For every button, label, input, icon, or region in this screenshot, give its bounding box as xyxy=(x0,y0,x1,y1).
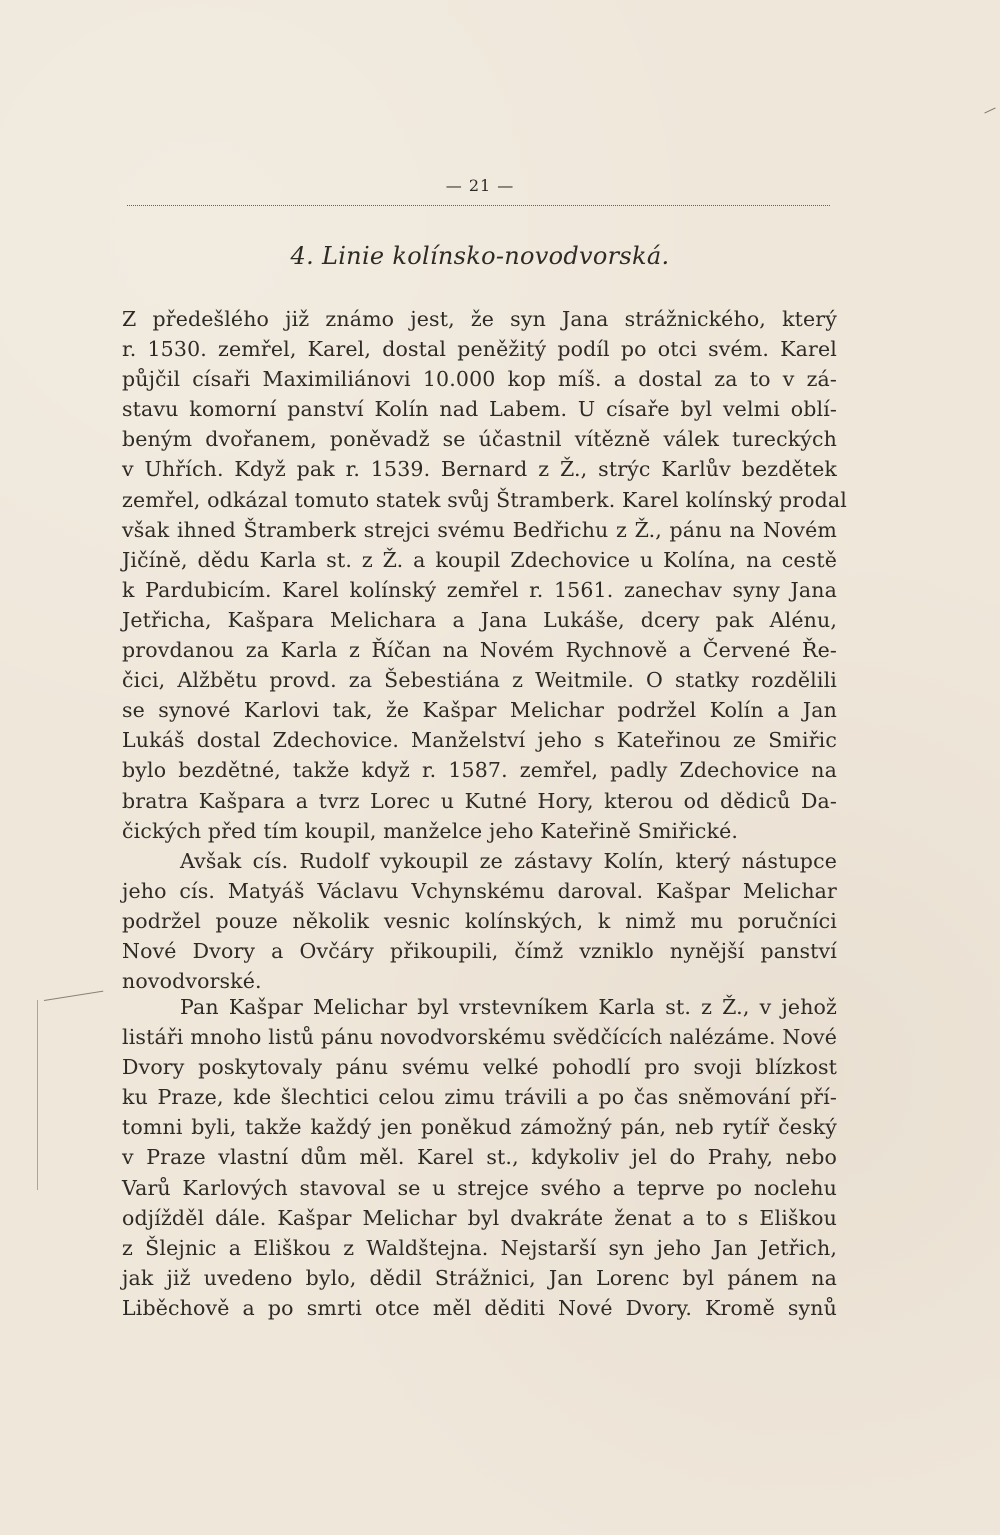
paragraph-line: tomni byli, takže každý jen poněkud zámožný pán, neb rytíř český xyxy=(122,1115,837,1140)
paragraph-line: podržel pouze několik vesnic kolínských, k nimž mu poručníci xyxy=(122,909,837,934)
paragraph-line: čických před tím koupil, manželce jeho Kateřině Smiřické. xyxy=(122,818,739,843)
paragraph-line: Dvory poskytovaly pánu svému velké pohodlí pro svoji blízkost xyxy=(122,1055,837,1080)
page-number: — 21 — xyxy=(445,176,515,195)
paragraph-line: zemřel, odkázal tomuto statek svůj Štramberk. Karel kolínský prodal xyxy=(122,487,848,512)
paragraph-line: provdanou za Karla z Říčan na Novém Rychnově a Červené Ře- xyxy=(122,638,837,663)
paragraph-1 xyxy=(122,304,848,846)
paragraph-line: listáři mnoho listů pánu novodvorskému svědčících nalézáme. Nové xyxy=(122,1025,837,1050)
header-dotted-rule xyxy=(127,205,830,206)
paragraph-line: r. 1530. zemřel, Karel, dostal peněžitý podíl po otci svém. Karel xyxy=(122,337,837,362)
paragraph-line: se synové Karlovi tak, že Kašpar Melichar podržel Kolín a Jan xyxy=(122,698,837,723)
paragraph-line: Jetřicha, Kašpara Melichara a Jana Lukáše, dcery pak Alénu, xyxy=(122,607,837,632)
paragraph-line: v Praze vlastní dům měl. Karel st., kdykoliv jel do Prahy, nebo xyxy=(122,1145,837,1170)
paragraph-line: Lukáš dostal Zdechovice. Manželství jeho s Kateřinou ze Smiřic xyxy=(122,728,837,753)
paragraph-line: Liběchově a po smrti otce měl děditi Nové Dvory. Kromě synů xyxy=(122,1295,837,1320)
paragraph-2 xyxy=(122,846,837,996)
paragraph-line: Varů Karlových stavoval se u strejce svého a teprve po noclehu xyxy=(122,1175,837,1200)
margin-pencil-line xyxy=(44,991,103,1001)
paragraph-line: novodvorské. xyxy=(122,969,262,994)
paragraph-line: Z předešlého již známo jest, že syn Jana strážnického, který xyxy=(122,307,837,331)
paragraph-line: v Uhřích. Když pak r. 1539. Bernard z Ž., strýc Karlův bezdětek xyxy=(122,457,837,482)
paragraph-line: čici, Alžbětu provd. za Šebestiána z Weitmile. O statky rozdělili xyxy=(122,668,837,693)
chapter-heading: 4. Linie kolínsko-novodvorská. xyxy=(290,242,670,270)
paragraph-line: Pan Kašpar Melichar byl vrstevníkem Karla st. z Ž., v jehož xyxy=(180,995,837,1019)
margin-vertical-line xyxy=(37,1000,38,1190)
paragraph-3 xyxy=(122,992,837,1323)
paragraph-line: půjčil císaři Maximiliánovi 10.000 kop míš. a dostal za to v zá- xyxy=(122,367,837,392)
edge-mark xyxy=(984,108,995,114)
paragraph-line: Jičíně, dědu Karla st. z Ž. a koupil Zdechovice u Kolína, na cestě xyxy=(122,547,837,572)
paragraph-line: bylo bezdětné, takže když r. 1587. zemřel, padly Zdechovice na xyxy=(122,758,837,783)
paragraph-line: Avšak cís. Rudolf vykoupil ze zástavy Kolín, který nástupce xyxy=(180,849,837,873)
paragraph-line: stavu komorní panství Kolín nad Labem. U císaře byl velmi oblí- xyxy=(122,397,837,422)
paragraph-line: ku Praze, kde šlechtici celou zimu trávili a po čas sněmování pří- xyxy=(122,1085,837,1110)
paragraph-line: k Pardubicím. Karel kolínský zemřel r. 1561. zanechav syny Jana xyxy=(122,577,837,602)
paragraph-line: jeho cís. Matyáš Václavu Vchynskému daroval. Kašpar Melichar xyxy=(122,879,837,904)
paragraph-line: odjížděl dále. Kašpar Melichar byl dvakráte ženat a to s Eliškou xyxy=(122,1205,837,1230)
paragraph-line: však ihned Štramberk strejci svému Bedřichu z Ž., pánu na Novém xyxy=(122,517,837,542)
paragraph-line: jak již uvedeno bylo, dědil Strážnici, Jan Lorenc byl pánem na xyxy=(122,1265,837,1290)
paragraph-line: beným dvořanem, poněvadž se účastnil vítězně válek tureckých xyxy=(122,427,837,452)
paragraph-line: Nové Dvory a Ovčáry přikoupili, čímž vzniklo nynější panství xyxy=(122,939,837,964)
paragraph-line: bratra Kašpara a tvrz Lorec u Kutné Hory, kterou od dědiců Da- xyxy=(122,788,837,813)
paragraph-line: z Šlejnic a Eliškou z Waldštejna. Nejstarší syn jeho Jan Jetřich, xyxy=(122,1235,837,1260)
